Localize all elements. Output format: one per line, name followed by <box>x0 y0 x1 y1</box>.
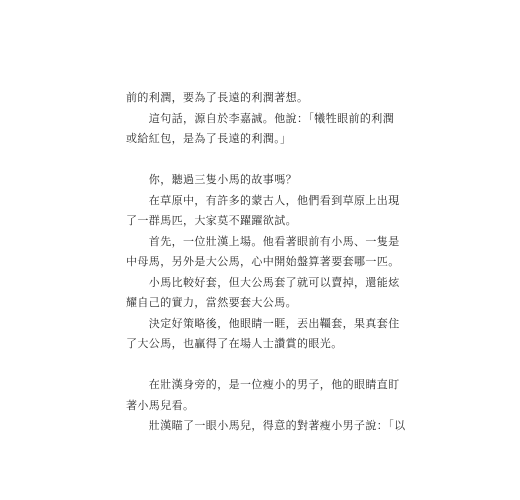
text-line: 小馬比較好套，但大公馬套了就可以賣掉，還能炫 <box>126 275 400 289</box>
text-line: 這句話，源自於李嘉誠。他說：「犧牲眼前的利潤 <box>126 111 395 125</box>
text-line: 或給紅包，是為了長遠的利潤。」 <box>126 132 292 145</box>
body-text <box>126 88 406 437</box>
text-line: 前的利潤，要為了長遠的利潤著想。 <box>126 91 309 104</box>
text-line: 你，聽過三隻小馬的故事嗎？ <box>126 173 297 186</box>
text-line: 壯漢瞄了一眼小馬兒，得意的對著瘦小男子說：「以 <box>126 419 406 432</box>
text-line: 決定好策略後，他眼睛一睚，丟出韁套，果真套住 <box>126 316 400 330</box>
paragraph-gap <box>126 355 386 376</box>
text-line: 著小馬兒看。 <box>126 398 195 412</box>
text-line: 了一群馬匹，大家莫不躍躍欲試。 <box>126 214 297 227</box>
text-line: 中母馬，另外是大公馬，心中開始盤算著要套哪一匹。 <box>126 255 400 268</box>
text-line: 了大公馬，也贏得了在場人士讚賞的眼光。 <box>126 337 343 350</box>
text-line: 首先，一位壯漢上場。他看著眼前有小馬、一隻是 <box>126 234 400 248</box>
text-line: 在草原中，有許多的蒙古人，他們看到草原上出現 <box>126 193 400 207</box>
text-line: 在壯漢身旁的，是一位瘦小的男子，他的眼睛直盯 <box>126 378 400 391</box>
text-line: 耀自己的實力，當然要套大公馬。 <box>126 296 297 309</box>
paragraph-gap <box>126 150 386 171</box>
